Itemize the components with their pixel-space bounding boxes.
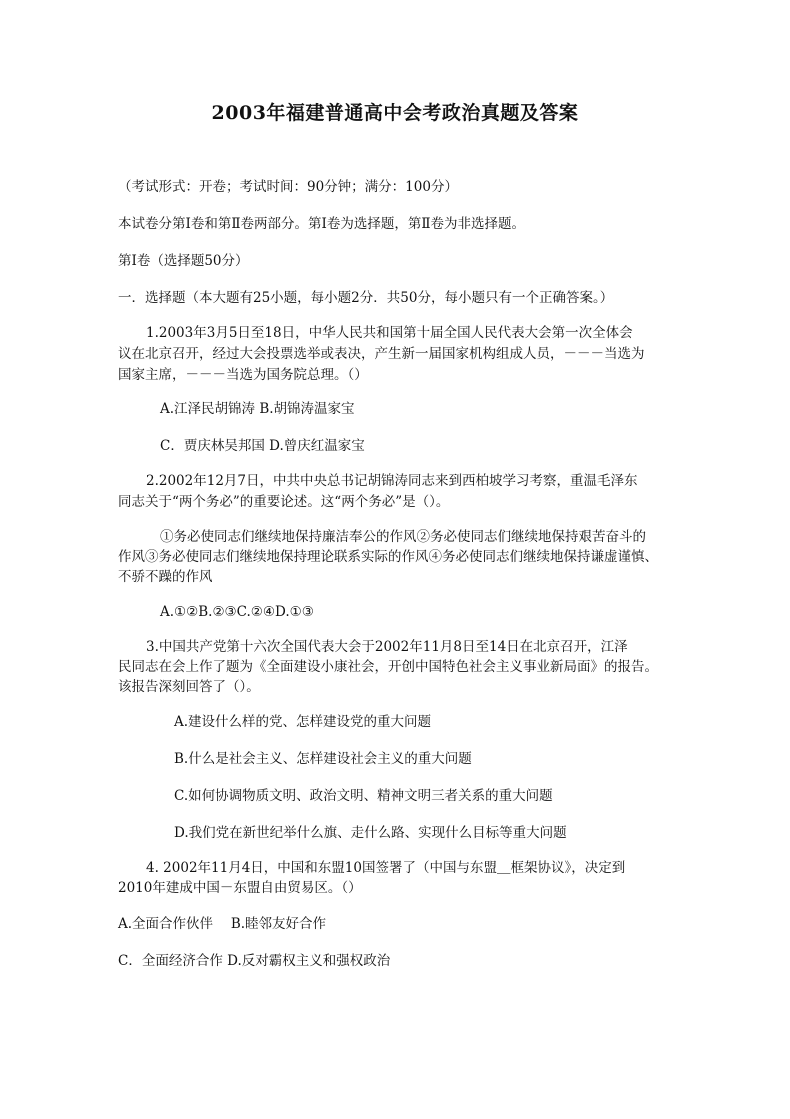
q3-option-d: D.我们党在新世纪举什么旗、走什么路、实现什么目标等重大问题 <box>174 825 567 841</box>
document-title: 2003年福建普通高中会考政治真题及答案 <box>211 102 579 124</box>
intro-text: 本试卷分第Ⅰ卷和第Ⅱ卷两部分。第Ⅰ卷为选择题，第Ⅱ卷为非选择题。 <box>118 216 526 232</box>
q3-stem-line2: 民同志在会上作了题为《全面建设小康社会，开创中国特色社会主义事业新局面》的报告。 <box>118 659 658 675</box>
q1-options-ab: A.江泽民胡锦涛 B.胡锦涛温家宝 <box>160 401 355 417</box>
q1-stem-line3: 国家主席，－－－当选为国务院总理。（） <box>118 367 368 383</box>
section1-heading: 一．选择题（本大题有25小题，每小题2分．共50分，每小题只有一个正确答案。） <box>118 290 614 306</box>
part1-heading: 第Ⅰ卷（选择题50分） <box>118 253 249 269</box>
q2-items-line1: ①务必使同志们继续地保持廉洁奉公的作风②务必使同志们继续地保持艰苦奋斗的 <box>160 529 646 545</box>
q3-stem-line1: 3.中国共产党第十六次全国代表大会于2002年11月8日至14日在北京召开，江泽 <box>146 639 628 655</box>
q4-stem-line2: 2010年建成中国－东盟自由贸易区。（） <box>118 880 362 896</box>
exam-info: （考试形式：开卷；考试时间：90分钟；满分：100分） <box>118 179 458 195</box>
q1-stem-line2: 议在北京召开，经过大会投票选举或表决，产生新一届国家机构组成人员，－－－当选为 <box>118 346 645 362</box>
q2-items-line2: 作风③务必使同志们继续地保持理论联系实际的作风④务必使同志们继续地保持谦虚谨慎、 <box>118 549 658 565</box>
q3-option-a: A.建设什么样的党、怎样建设党的重大问题 <box>174 714 432 730</box>
q4-stem-line1: 4. 2002年11月4日，中国和东盟10国签署了（中国与东盟＿框架协议》，决定到 <box>146 860 626 876</box>
q2-stem-line2: 同志关于“两个务必”的重要论述。这“两个务必”是（）。 <box>118 494 450 510</box>
q3-stem-line3: 该报告深刻回答了（）。 <box>118 679 260 695</box>
q2-items-line3: 不骄不躁的作风 <box>118 569 213 585</box>
q3-option-c: C.如何协调物质文明、政治文明、精神文明三者关系的重大问题 <box>174 788 553 804</box>
q3-option-b: B.什么是社会主义、怎样建设社会主义的重大问题 <box>174 751 472 767</box>
q2-options: A.①②B.②③C.②④D.①③ <box>160 604 314 620</box>
q4-options-ab: A.全面合作伙伴 B.睦邻友好合作 <box>118 916 327 932</box>
q1-options-cd: C．贾庆林吴邦国 D.曾庆红温家宝 <box>160 438 365 454</box>
q4-options-cd: C．全面经济合作 D.反对霸权主义和强权政治 <box>118 953 391 969</box>
q1-stem-line1: 1.2003年3月5日至18日，中华人民共和国第十届全国人民代表大会第一次全体会 <box>146 325 633 341</box>
q2-stem-line1: 2.2002年12月7日，中共中央总书记胡锦涛同志来到西柏坡学习考察，重温毛泽东 <box>146 473 638 489</box>
